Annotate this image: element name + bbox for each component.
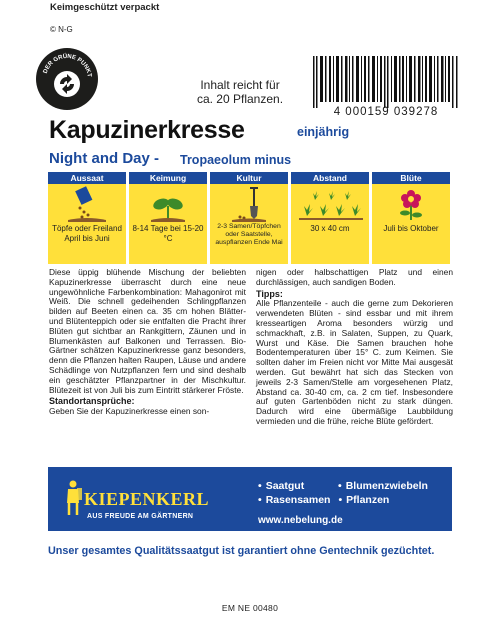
- category-row: • Rasensamen • Pflanzen: [258, 494, 390, 506]
- info-abstand: [291, 172, 369, 264]
- barcode: [311, 56, 461, 108]
- banner-text: Keimgeschützt verpackt: [50, 2, 160, 13]
- info-header: Abstand: [291, 172, 369, 184]
- description-right-column: [256, 268, 453, 427]
- info-header: Kultur: [210, 172, 288, 184]
- product-title: Kapuzinerkresse: [49, 116, 245, 144]
- annual-label: einjährig: [297, 125, 350, 139]
- location-text-part2: nigen oder halbschattigen Platz und einen durchlässigen, auch sandigen Boden.: [256, 267, 453, 287]
- growing-info-row: [48, 172, 450, 264]
- info-text: Juli bis Oktober: [383, 224, 439, 233]
- tips-text: Alle Pflanzenteile - auch die gerne zum Dekorieren verwendeten Blüten - sind essbar und mit ihrem kresseartigen Aroma besonders würzig und schmackhaft, z.B. in Salaten, Suppen, zu Quark, Wurst und Käse. Die Samen brauchen hohe Bodentemperaturen über 15° C. zum Keimen. Sie sollten daher im Freien nicht vor Mitte Mai ausgesät werden. Gut bewährt hat sich das Stecken von jeweils 2-3 Samen/Stelle am vorgesehenen Platz, Abstand ca. 30-40 cm, ca. 2 cm tief. Insbesondere auf guten Gartenböden nicht zu stark düngen. Dadurch wird eine übermäßige Laubbildung vermieden und die frühe, reiche Blüte gefördert.: [256, 298, 453, 426]
- gruener-punkt-logo: [36, 48, 98, 110]
- gmo-free-guarantee: Unser gesamtes Qualitätssaatgut ist garantiert ohne Gentechnik gezüchtet.: [48, 545, 435, 557]
- flower-icon: [372, 186, 450, 222]
- kiepenkerl-figure-icon: [64, 479, 82, 517]
- info-text: 8-14 Tage bei 15-20 °C: [132, 224, 204, 243]
- category-item: Pflanzen: [346, 494, 390, 506]
- seedling-icon: [129, 186, 207, 222]
- info-text: Töpfe oder Freiland April bis Juni: [52, 224, 122, 243]
- info-kultur: [210, 172, 288, 264]
- spade-icon: [210, 186, 288, 222]
- brand-panel: [48, 467, 452, 531]
- info-header: Aussaat: [48, 172, 126, 184]
- contents-line-2: ca. 20 Pflanzen.: [196, 92, 284, 106]
- latin-name: Tropaeolum minus: [180, 153, 292, 167]
- product-categories: [258, 479, 448, 507]
- info-text: 30 x 40 cm: [310, 224, 350, 233]
- info-text: 2-3 Samen/Töpfchen oder Saatstelle, auspflanzen Ende Mai: [215, 223, 283, 247]
- plant-rows-icon: [291, 186, 369, 222]
- location-heading: Standortansprüche:: [49, 396, 135, 407]
- info-header: Keimung: [129, 172, 207, 184]
- info-aussaat: [48, 172, 126, 264]
- contents-note: [180, 78, 300, 106]
- info-bluete: [372, 172, 450, 264]
- variety-name: Night and Day -: [49, 150, 160, 167]
- tips-heading: Tipps:: [256, 288, 283, 299]
- category-row: • Saatgut • Blumenzwiebeln: [258, 480, 428, 492]
- brand-url: www.nebelung.de: [258, 515, 343, 526]
- category-item: Rasensamen: [265, 494, 331, 506]
- location-text-part1: Geben Sie der Kapuzinerkresse einen son-: [49, 406, 210, 417]
- article-code: EM NE 00480: [221, 603, 279, 613]
- brand-slogan: AUS FREUDE AM GÄRTNERN: [87, 513, 194, 520]
- category-item: Saatgut: [265, 480, 305, 492]
- info-header: Blüte: [372, 172, 450, 184]
- contents-line-1: Inhalt reicht für: [200, 78, 280, 92]
- brand-name: KIEPENKERL: [84, 489, 210, 509]
- seed-packet-icon: [48, 186, 126, 222]
- description-left-column: [49, 268, 246, 417]
- kiepenkerl-logo: [64, 479, 264, 523]
- logo-ring-text: DER GRÜNE PUNKT: [42, 53, 92, 78]
- top-banner: [0, 0, 500, 16]
- category-item: Blumenzwiebeln: [345, 480, 428, 492]
- copyright-ng: © N-G: [50, 25, 73, 34]
- info-keimung: [129, 172, 207, 264]
- barcode-number: 4 000159 039278: [333, 106, 439, 118]
- description-intro: Diese üppig blühende Mischung der beliebten Kapuzinerkresse überrascht durch eine neue ungewöhnliche Farbenkombination: Mahagonirot mit Weiß. Die schnell gedeihenden Schlingpflanzen bilden auf Beeten einen ca. 35 cm hohen Blätter- und Blütenteppich oder sie entfalten die Pracht ihrer Blüten gut sichtbar an Rankgittern, Zäunen und in Blumenkästen auf Balkonen und Terrassen. Bio-Gärtner schätzen Kapuzinerkresse ganz besonders, denn die Pflanzen halten Raupen, Läuse und andere Schädlinge von Nutzpflanzen fern und sind deshalb ein geschätzter Pflanzpartner in der Mischkultur. Blütezeit ist von Juli bis zum Eintritt stärkerer Fröste.: [49, 267, 246, 395]
